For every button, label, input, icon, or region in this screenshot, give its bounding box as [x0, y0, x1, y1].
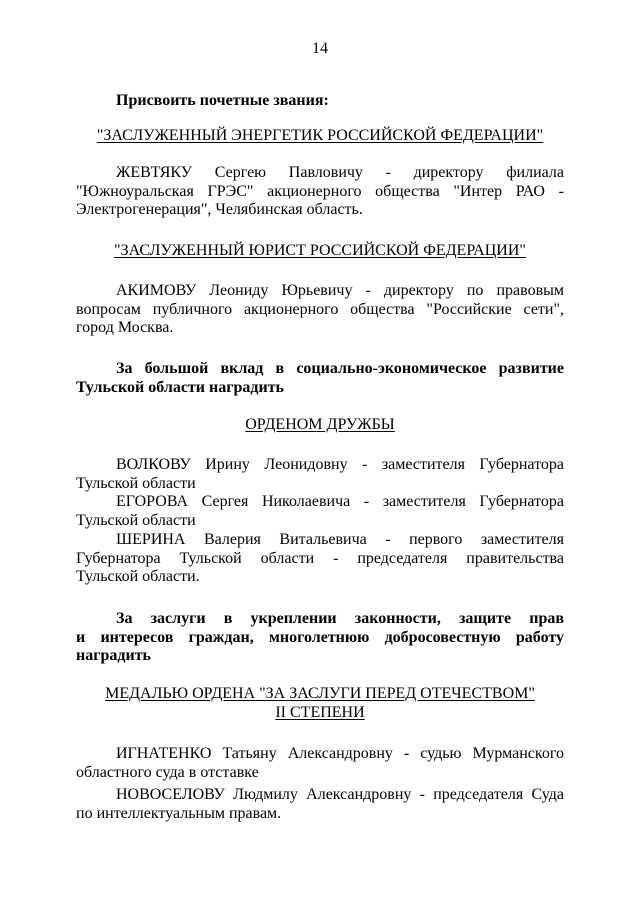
entry-line: вопросам публичного акционерного общества "Российские сети",: [76, 300, 564, 318]
page-number: 14: [312, 40, 328, 57]
award-entry-akimov: [76, 282, 564, 338]
entry-line: по интеллектуальным правам.: [76, 804, 282, 822]
entry-line: "Южноуральская ГРЭС" акционерного общества "Интер РАО -: [76, 182, 564, 200]
intro-line: и интересов граждан, многолетнюю добросовестную работу: [76, 628, 564, 646]
title-honored-power-engineer: [76, 127, 564, 146]
friendship-order-intro: [76, 360, 564, 397]
entry-line: АКИМОВУ Леониду Юрьевичу - директору по правовым: [116, 282, 564, 299]
entry-line: Электрогенерация", Челябинская область.: [76, 201, 363, 218]
entry-line: ШЕРИНА Валерия Витальевича - первого заместителя: [116, 531, 564, 548]
title-honored-power-engineer-text: "ЗАСЛУЖЕННЫЙ ЭНЕРГЕТИК РОССИЙСКОЙ ФЕДЕРАЦИИ": [96, 127, 544, 144]
title-honored-lawyer: [76, 242, 564, 261]
entry-line: ВОЛКОВУ Ирину Леонидовну - заместителя Губернатора: [116, 456, 564, 473]
title-merit-medal-line1: [76, 685, 564, 704]
entry-line: НОВОСЕЛОВУ Людмилу Александровну - председателя Суда: [116, 786, 564, 803]
title-order-of-friendship: [76, 416, 564, 435]
title-merit-medal: [76, 685, 564, 722]
title-merit-medal-line1-text: МЕДАЛЬЮ ОРДЕНА "ЗА ЗАСЛУГИ ПЕРЕД ОТЕЧЕСТВОМ": [105, 685, 535, 702]
entry-line: ЕГОРОВА Сергея Николаевича - заместителя Губернатора: [116, 493, 564, 510]
entry-line: город Москва.: [76, 319, 174, 336]
award-entry-ignatenko: [76, 745, 564, 782]
entry-line: Губернатора Тульской области - председателя правительства: [76, 549, 564, 567]
title-merit-medal-line2-text: II СТЕПЕНИ: [275, 703, 365, 721]
award-entry-zhevtyak: [76, 164, 564, 220]
intro-line: За заслуги в укреплении законности, защите прав: [116, 610, 564, 627]
intro-line: наградить: [76, 647, 152, 664]
award-entry-volkova: [76, 456, 564, 493]
merit-medal-intro: [76, 610, 564, 666]
entry-line: Тульской области: [76, 474, 196, 492]
honorary-titles-intro: Присвоить почетные звания:: [116, 92, 329, 109]
title-order-of-friendship-text: ОРДЕНОМ ДРУЖБЫ: [245, 416, 395, 433]
award-entry-sherin: [76, 531, 564, 587]
entry-line: ИГНАТЕНКО Татьяну Александровну - судью Мурманского: [116, 745, 564, 762]
entry-line: Тульской области.: [76, 568, 200, 585]
intro-line: За большой вклад в социально-экономическое развитие: [116, 360, 564, 377]
entry-line: областного суда в отставке: [76, 763, 259, 781]
award-entry-egorov: [76, 493, 564, 530]
award-entry-novoselova: [76, 786, 564, 823]
entry-line: ЖЕВТЯКУ Сергею Павловичу - директору филиала: [116, 164, 564, 181]
title-honored-lawyer-text: "ЗАСЛУЖЕННЫЙ ЮРИСТ РОССИЙСКОЙ ФЕДЕРАЦИИ": [114, 242, 526, 259]
title-merit-medal-line2: [76, 704, 564, 723]
intro-line: Тульской области наградить: [76, 378, 285, 396]
entry-line: Тульской области: [76, 511, 196, 529]
